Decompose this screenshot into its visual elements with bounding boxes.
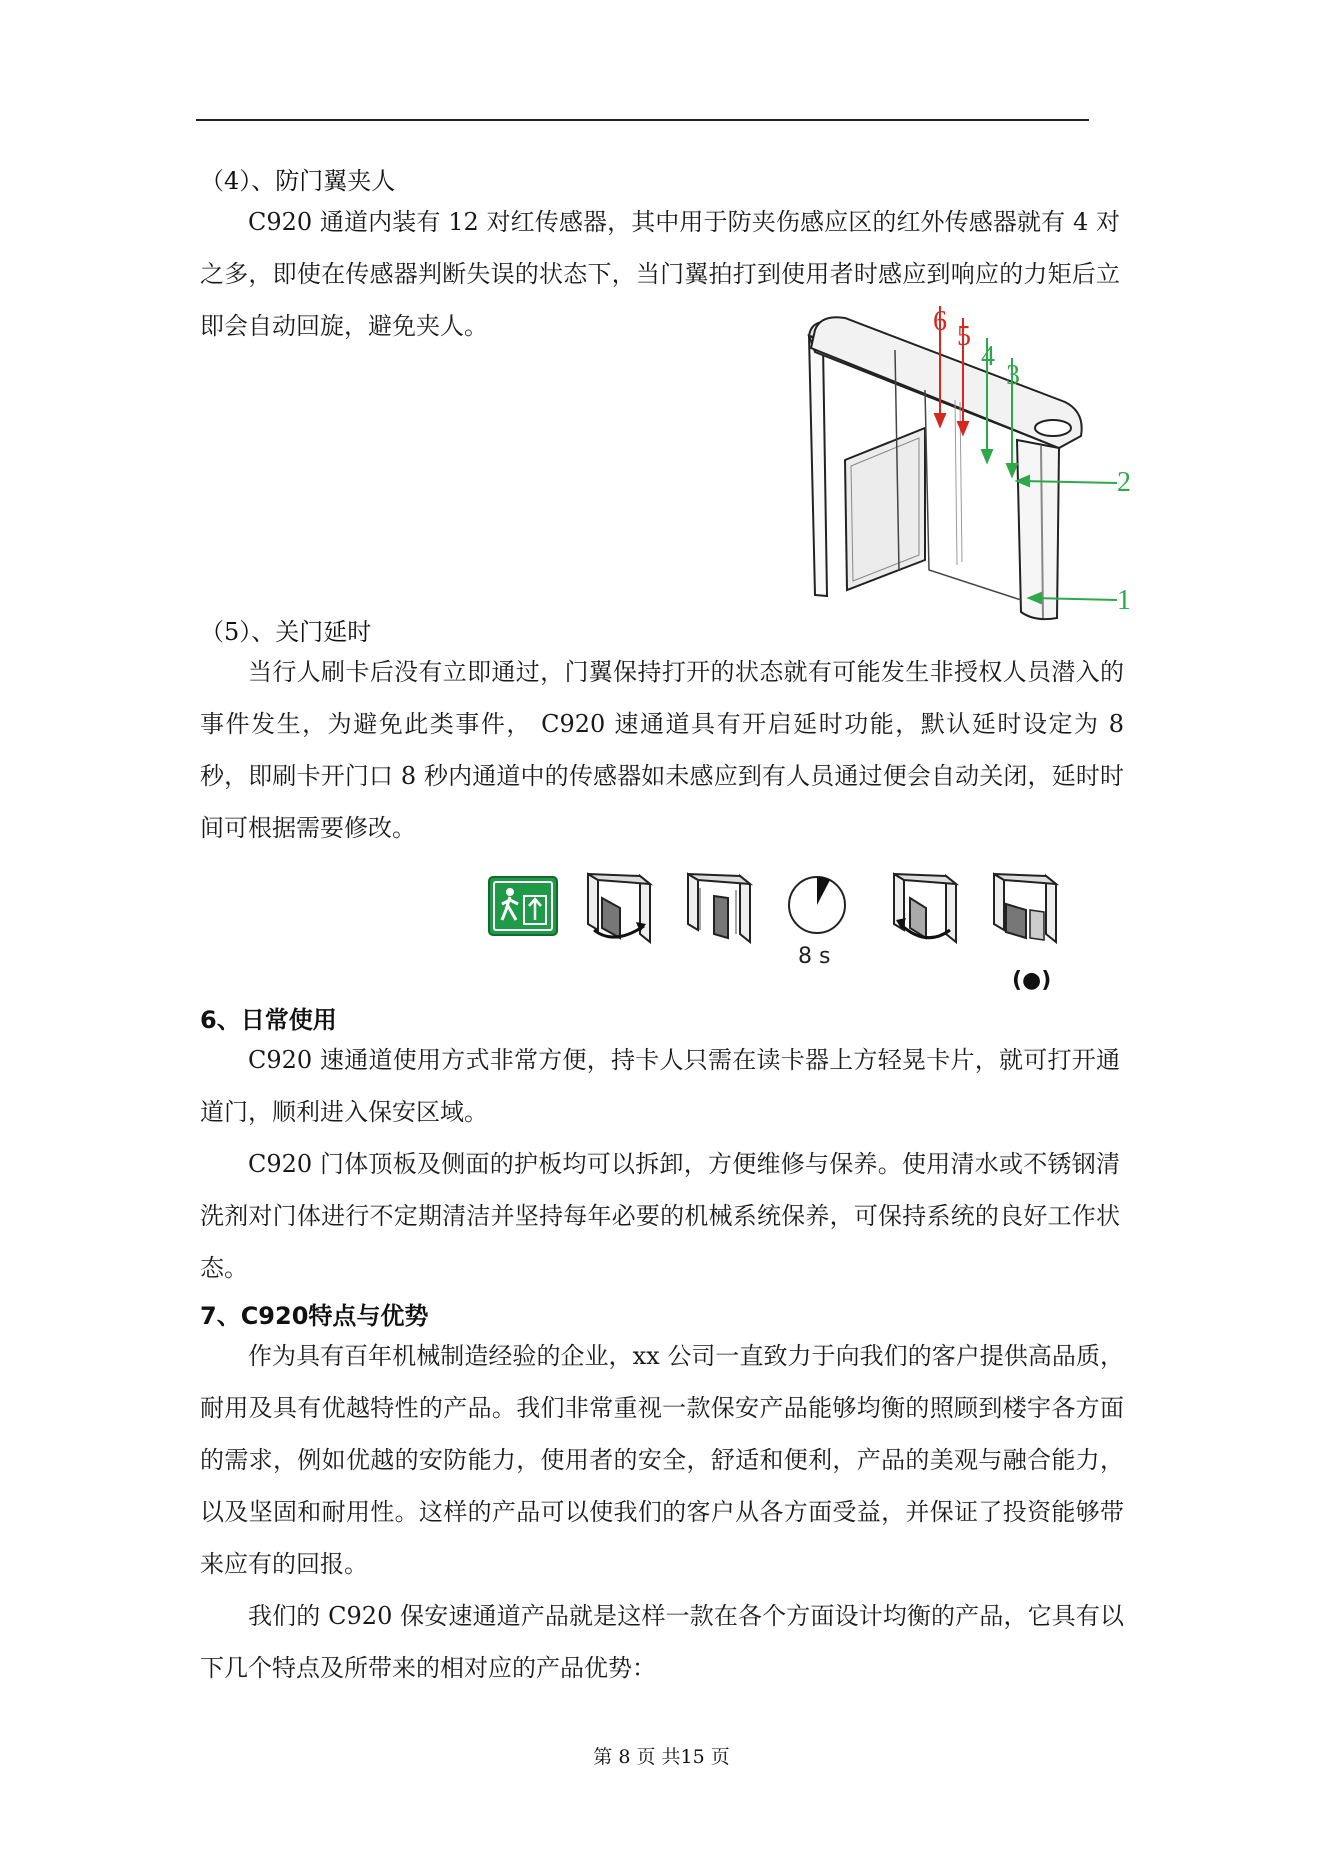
section-7-paragraph-2: 我们的 C920 保安速通道产品就是这样一款在各个方面设计均衡的产品，它具有以下几个特点及所带来的相对应的产品优势： — [200, 1602, 1124, 1682]
section-6-paragraph-1: C920 速通道使用方式非常方便，持卡人只需在读卡器上方轻晃卡片，就可打开通道门，顺利进入保安区域。 — [200, 1046, 1120, 1126]
section-4-heading: （4）、防门翼夹人 — [200, 167, 396, 195]
right-cabinet — [1017, 440, 1059, 619]
timer-8s-icon — [786, 874, 848, 936]
page-number: 第 8 页 共15 页 — [593, 1746, 730, 1768]
header-rule — [196, 119, 1089, 121]
gate-open-icon — [684, 868, 756, 948]
sensor-label-4: 4 — [981, 341, 995, 372]
section-6-heading: 6、日常使用 — [200, 1006, 337, 1034]
right-reader-window — [1035, 420, 1071, 436]
section-5-heading: （5）、关门延时 — [200, 618, 372, 646]
turnstile-sensor-figure — [795, 300, 1140, 625]
page-footer — [0, 1742, 1323, 1769]
section-5-paragraph: 当行人刷卡后没有立即通过，门翼保持打开的状态就有可能发生非授权人员潜入的事件发生，为避免此类事件， C920 速通道具有开启延时功能，默认延时设定为 8 秒，即刷卡开门口 8 秒内通道中的传感器如未感应到有人员通过便会自动关闭，延时时间可根据需要修改。 — [200, 658, 1124, 842]
exit-sign-icon — [488, 876, 558, 936]
gate-opening-icon — [584, 868, 656, 948]
section-6-paragraph-2: C920 门体顶板及侧面的护板均可以拆卸，方便维修与保养。使用清水或不锈钢清洗剂对门体进行不定期清洁并坚持每年必要的机械系统保养，可保持系统的良好工作状态。 — [200, 1150, 1120, 1282]
sensor-label-1: 1 — [1117, 585, 1131, 616]
sensor-label-2: 2 — [1117, 467, 1131, 498]
gate-sequence — [486, 868, 1086, 998]
section-4-paragraph: C920 通道内装有 12 对红传感器，其中用于防夹伤感应区的红外传感器就有 4 对之多，即使在传感器判断失误的状态下，当门翼拍打到使用者时感应到响应的力矩后立即会自动回旋，避免夹人。 — [200, 208, 1120, 340]
alarm-symbol: (●) — [1012, 968, 1052, 993]
sensor-label-6: 6 — [933, 306, 947, 337]
gate-closing-icon — [890, 868, 962, 948]
gate-closed-alarm-icon — [990, 868, 1062, 948]
timer-label: 8 s — [798, 944, 831, 969]
sensor-label-5: 5 — [957, 321, 971, 352]
sensor-label-3: 3 — [1006, 360, 1020, 391]
section-7-paragraph-1: 作为具有百年机械制造经验的企业，xx 公司一直致力于向我们的客户提供高品质，耐用及具有优越特性的产品。我们非常重视一款保安产品能够均衡的照顾到楼宇各方面的需求，例如优越的安防能力，使用者的安全，舒适和便利，产品的美观与融合能力，以及坚固和耐用性。这样的产品可以使我们的客户从各方面受益，并保证了投资能够带来应有的回报。 — [200, 1342, 1124, 1578]
section-7-heading: 7、C920特点与优势 — [200, 1302, 429, 1330]
